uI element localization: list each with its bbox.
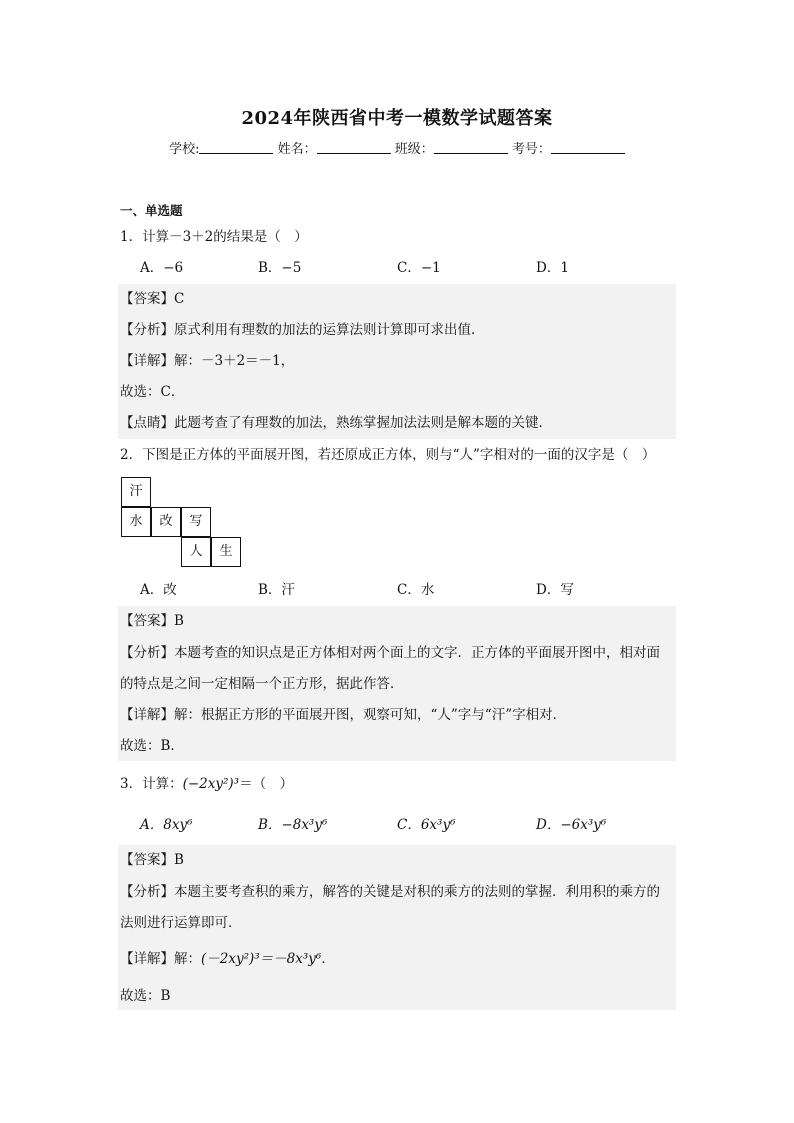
net-cell-xie: 写 — [181, 507, 211, 537]
class-blank[interactable] — [434, 141, 508, 154]
q3-detail-suffix: ． — [321, 951, 335, 967]
question-2-stem: 2．下图是正方体的平面展开图，若还原成正方体，则与“人”字相对的一面的汉字是（ ） — [120, 447, 656, 463]
student-info-line — [0, 138, 794, 157]
q3-choice: 故选：B — [120, 988, 171, 1004]
q2-choice: 故选：B． — [120, 738, 184, 754]
q1-answer: 【答案】C — [120, 291, 185, 307]
q3-detail-expression: (－2xy²)³＝－8x³y⁶ — [201, 951, 322, 967]
q1-option-b: B．−5 — [258, 260, 302, 276]
q1-detail: 【详解】解：－3＋2＝－1， — [120, 353, 295, 369]
name-blank[interactable] — [317, 141, 391, 154]
name-label: 姓名： — [277, 142, 317, 157]
school-blank[interactable] — [199, 141, 273, 154]
q3-stem-expression: (−2xy²)³ — [182, 776, 240, 792]
q2-analysis-line-1: 【分析】本题考查的知识点是正方体相对两个面上的文字．正方体的平面展开图中，相对面 — [120, 645, 660, 661]
q3-option-a: A．8xy⁶ — [140, 817, 193, 833]
q2-answer: 【答案】B — [120, 613, 184, 629]
page-title: 2024年陕西省中考一模数学试题答案 — [241, 108, 553, 129]
exam-number-blank[interactable] — [551, 141, 625, 154]
school-label: 学校: — [169, 142, 200, 157]
q2-detail: 【详解】解：根据正方形的平面展开图，观察可知，“人”字与“汗”字相对． — [120, 707, 567, 723]
q3-option-c: C．6x³y⁶ — [397, 817, 456, 833]
q2-analysis-line-2: 的特点是之间一定相隔一个正方形，据此作答． — [120, 676, 404, 692]
q2-option-d: D．写 — [536, 582, 574, 598]
q2-option-a: A．改 — [140, 582, 177, 598]
q1-option-a: A．−6 — [140, 260, 184, 276]
q3-answer: 【答案】B — [120, 852, 184, 868]
net-cell-han: 汗 — [121, 477, 151, 507]
net-cell-ren: 人 — [181, 537, 211, 567]
q3-option-b: B．−8x³y⁶ — [258, 817, 328, 833]
q3-analysis-line-2: 法则进行运算即可． — [120, 915, 242, 931]
q2-option-b: B．汗 — [258, 582, 295, 598]
section-title: 一、单选题 — [120, 203, 183, 218]
q3-option-d: D．−6x³y⁶ — [536, 817, 607, 833]
net-cell-shui: 水 — [121, 507, 151, 537]
exam-number-label: 考号： — [511, 142, 551, 157]
q3-stem-prefix: 3．计算： — [120, 776, 183, 792]
question-1-stem: 1．计算－3＋2的结果是（ ） — [120, 229, 308, 245]
q1-option-c: C．−1 — [397, 260, 441, 276]
q3-analysis-line-1: 【分析】本题主要考查积的乘方，解答的关键是对积的乘方的法则的掌握．利用积的乘方的 — [120, 884, 660, 900]
net-cell-gai: 改 — [151, 507, 181, 537]
q1-option-d: D．1 — [536, 260, 569, 276]
question-3-stem — [120, 774, 293, 794]
q1-choice: 故选：C． — [120, 384, 185, 400]
class-label: 班级： — [394, 142, 434, 157]
q2-option-c: C．水 — [397, 582, 435, 598]
net-cell-sheng: 生 — [211, 537, 241, 567]
q1-comment: 【点睛】此题考查了有理数的加法，熟练掌握加法法则是解本题的关键． — [120, 415, 552, 431]
q3-detail — [120, 949, 335, 969]
q1-analysis: 【分析】原式利用有理数的加法的运算法则计算即可求出值． — [120, 322, 485, 338]
q3-detail-prefix: 【详解】解： — [120, 951, 201, 967]
q3-stem-suffix: ＝（ ） — [239, 776, 294, 792]
